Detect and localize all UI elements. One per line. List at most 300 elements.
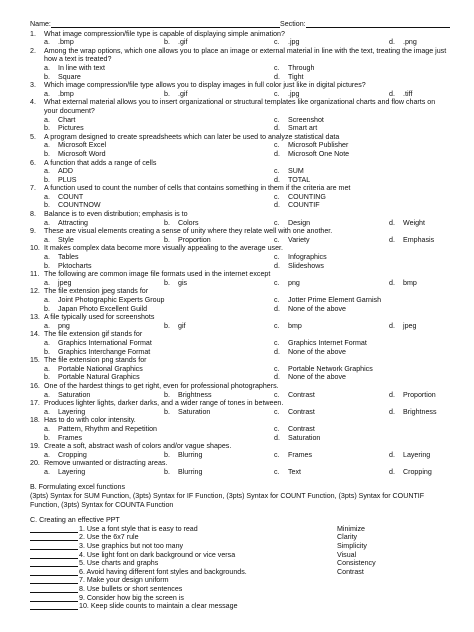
answer-option[interactable] [44, 373, 274, 382]
answer-option[interactable] [44, 116, 274, 125]
answer-blank[interactable] [30, 533, 78, 541]
answer-option[interactable] [274, 262, 464, 271]
answer-option[interactable] [274, 305, 464, 314]
question-stem [30, 30, 450, 39]
option-text: gif [178, 321, 186, 330]
question-number: 3. [30, 81, 36, 90]
option-text: COUNT [58, 192, 84, 201]
question-text: The file extension gif stands for [44, 330, 143, 339]
question-10 [30, 244, 450, 270]
question-1 [30, 30, 450, 47]
option-text: .bmp [58, 38, 74, 47]
option-letter: a. [44, 424, 50, 433]
ppt-item-row [30, 533, 450, 542]
question-stem [30, 47, 450, 64]
option-letter: d. [389, 390, 395, 399]
option-text: .tiff [403, 89, 413, 98]
answer-option[interactable] [389, 236, 464, 245]
option-letter: c. [274, 89, 280, 98]
answer-option[interactable] [44, 425, 274, 434]
answer-option[interactable] [44, 408, 164, 417]
question-text: It makes complex data become more visually appealing to the average user. [44, 244, 283, 253]
option-letter: b. [44, 373, 50, 382]
question-stem [30, 159, 450, 168]
answer-option[interactable] [44, 38, 164, 47]
header-row [30, 20, 450, 29]
answer-option[interactable] [389, 219, 464, 228]
option-text: Portable National Graphics [58, 364, 143, 373]
answer-options [30, 167, 450, 184]
answer-option[interactable] [44, 201, 274, 210]
option-letter: a. [44, 218, 50, 227]
question-text: The following are common image file formats used in the internet except [44, 270, 271, 279]
answer-option[interactable] [274, 73, 464, 82]
answer-option[interactable] [274, 176, 464, 185]
answer-option[interactable] [44, 90, 164, 99]
question-stem [30, 227, 450, 236]
answer-blank[interactable] [30, 576, 78, 584]
answer-option[interactable] [274, 167, 464, 176]
answer-option[interactable] [274, 193, 464, 202]
option-text: COUNTIF [288, 201, 320, 210]
question-text: Among the wrap options, which one allows you to place an image or external material in line with the text, treating the image just how a text is treated? [44, 46, 447, 64]
question-text: A file typically used for screenshots [44, 313, 155, 322]
answer-option[interactable] [389, 279, 464, 288]
option-letter: c. [274, 218, 280, 227]
question-number: 1. [30, 29, 36, 38]
answer-option[interactable] [44, 73, 274, 82]
answer-options [30, 38, 450, 47]
answer-option[interactable] [164, 38, 274, 47]
option-letter: a. [44, 63, 50, 72]
option-text: Portable Network Graphics [288, 364, 373, 373]
option-text: Layering [403, 450, 431, 459]
answer-option[interactable] [44, 322, 164, 331]
answer-option[interactable] [389, 408, 464, 417]
option-letter: b. [164, 38, 170, 47]
option-text: Infographics [288, 253, 327, 262]
option-letter: a. [44, 467, 50, 476]
option-text: PLUS [58, 175, 77, 184]
question-7 [30, 184, 450, 210]
question-text: Remove unwanted or distracting areas. [44, 459, 168, 468]
option-letter: b. [44, 149, 50, 158]
answer-option[interactable] [164, 90, 274, 99]
answer-blank[interactable] [30, 568, 78, 576]
option-text: Blurring [178, 450, 203, 459]
option-letter: b. [164, 467, 170, 476]
answer-option[interactable] [44, 124, 274, 133]
answer-option[interactable] [164, 468, 274, 477]
ppt-item-row [30, 576, 450, 585]
section-b [30, 483, 450, 509]
question-11 [30, 270, 450, 287]
option-text: Variety [288, 235, 310, 244]
option-text: Contrast [288, 407, 315, 416]
option-letter: d. [389, 89, 395, 98]
question-stem [30, 356, 450, 365]
answer-option[interactable] [274, 201, 464, 210]
ppt-item-text: 7. Make your design uniform [79, 576, 169, 585]
option-text: Blurring [178, 467, 203, 476]
answer-options [30, 296, 450, 313]
option-text: Through [288, 63, 315, 72]
question-text: Produces lighter lights, darker darks, and a wider range of tones in between. [44, 399, 284, 408]
question-13 [30, 313, 450, 330]
answer-blank[interactable] [30, 551, 78, 559]
option-text: Frames [58, 433, 83, 442]
option-text: Japan Photo Excellent Guild [58, 304, 148, 313]
question-number: 11. [30, 270, 40, 279]
question-2 [30, 47, 450, 81]
ppt-item-text: 3. Use graphics but not too many [79, 542, 184, 551]
option-letter: b. [44, 347, 50, 356]
question-text: These are visual elements creating a sense of unity where they relate well with one another. [44, 227, 333, 236]
answer-option[interactable] [274, 279, 389, 288]
answer-option[interactable] [164, 391, 274, 400]
option-text: Colors [178, 218, 199, 227]
question-number: 19. [30, 442, 40, 451]
option-letter: a. [44, 390, 50, 399]
option-letter: c. [274, 296, 280, 304]
answer-option[interactable] [44, 305, 274, 314]
option-text: Layering [58, 467, 86, 476]
ppt-item-row [30, 525, 450, 534]
option-text: Pictures [58, 124, 84, 133]
question-number: 9. [30, 227, 36, 236]
section-b-text: (3pts) Syntax for SUM Function, (3pts) Syntax for IF Function, (3pts) Syntax for COUNT Function, (3pts) Syntax for COUNTIF Function, (3pts) Syntax for COUNTA Function [30, 492, 425, 509]
answer-options [30, 219, 450, 228]
option-text: .gif [178, 38, 188, 47]
question-stem [30, 81, 450, 90]
question-number: 7. [30, 184, 36, 193]
option-letter: d. [274, 433, 280, 442]
option-letter: b. [44, 201, 50, 210]
answer-option[interactable] [274, 434, 464, 443]
question-stem [30, 184, 450, 193]
question-text: Which image compression/file type allows you to display images in full color just like in digital pictures? [44, 81, 366, 90]
ppt-item-text: 8. Use bullets or short sentences [79, 585, 183, 593]
answer-blank[interactable] [30, 585, 78, 593]
answer-option[interactable] [44, 348, 274, 357]
option-text: SUM [288, 167, 304, 176]
option-text: Contrast [288, 424, 315, 433]
option-letter: a. [44, 278, 50, 287]
answer-options [30, 365, 450, 382]
question-8 [30, 210, 450, 227]
question-number: 17. [30, 399, 40, 408]
answer-option[interactable] [44, 167, 274, 176]
question-19 [30, 442, 450, 459]
answer-option[interactable] [44, 253, 274, 262]
answer-option[interactable] [274, 219, 389, 228]
answer-option[interactable] [44, 279, 164, 288]
ppt-answer-choice: Consistency [337, 559, 376, 568]
option-letter: d. [389, 218, 395, 227]
answer-options [30, 141, 450, 158]
option-text: Chart [58, 115, 76, 124]
option-text: Graphics International Format [58, 338, 152, 347]
ppt-answer-choice: Visual [337, 550, 357, 559]
question-number: 10. [30, 244, 40, 253]
answer-option[interactable] [274, 150, 464, 159]
option-letter: d. [274, 347, 280, 356]
option-letter: d. [389, 467, 395, 476]
option-text: .bmp [58, 89, 74, 98]
answer-option[interactable] [164, 408, 274, 417]
answer-option[interactable] [274, 339, 464, 348]
section-b-title: B. Formulating excel functions [30, 483, 126, 492]
option-letter: c. [274, 338, 280, 347]
answer-option[interactable] [164, 236, 274, 245]
answer-option[interactable] [274, 373, 464, 382]
section-c-list [30, 525, 450, 611]
answer-option[interactable] [274, 408, 389, 417]
question-text: The file extension jpeg stands for [44, 287, 149, 296]
question-15 [30, 356, 450, 382]
option-letter: d. [274, 304, 280, 313]
answer-option[interactable] [274, 468, 389, 477]
ppt-item-row [30, 551, 450, 560]
question-stem [30, 244, 450, 253]
option-text: jpeg [403, 321, 417, 330]
answer-option[interactable] [44, 193, 274, 202]
question-number: 14. [30, 330, 40, 339]
ppt-item-text: 10. Keep slide counts to maintain a clear message [79, 602, 238, 611]
question-stem [30, 330, 450, 339]
option-letter: a. [44, 253, 50, 262]
answer-option[interactable] [44, 468, 164, 477]
answer-option[interactable] [274, 124, 464, 133]
option-text: Weight [403, 218, 425, 227]
answer-option[interactable] [274, 90, 389, 99]
option-letter: b. [164, 218, 170, 227]
answer-options [30, 116, 450, 133]
option-letter: c. [274, 235, 280, 244]
option-letter: d. [274, 373, 280, 382]
answer-option[interactable] [274, 38, 389, 47]
answer-blank[interactable] [30, 594, 78, 602]
ppt-item-row [30, 602, 450, 611]
question-stem [30, 98, 450, 115]
option-letter: c. [274, 467, 280, 476]
answer-options [30, 391, 450, 400]
answer-option[interactable] [274, 253, 464, 262]
answer-options [30, 279, 450, 288]
question-4 [30, 98, 450, 132]
option-text: Saturation [288, 433, 321, 442]
answer-option[interactable] [164, 219, 274, 228]
name-field[interactable] [51, 20, 280, 28]
answer-option[interactable] [389, 322, 464, 331]
answer-option[interactable] [274, 296, 464, 305]
option-text: None of the above [288, 304, 346, 313]
option-text: .png [403, 38, 417, 47]
section-label: Section: [279, 20, 306, 28]
option-letter: b. [164, 321, 170, 330]
answer-option[interactable] [164, 451, 274, 460]
option-letter: d. [389, 235, 395, 244]
answer-option[interactable] [44, 150, 274, 159]
option-text: Contrast [288, 390, 315, 399]
section-field[interactable] [306, 20, 450, 28]
option-letter: b. [44, 261, 50, 270]
option-letter: c. [274, 141, 280, 150]
option-letter: c. [274, 321, 280, 330]
option-letter: c. [274, 364, 280, 373]
option-letter: a. [44, 338, 50, 347]
answer-option[interactable] [44, 365, 274, 374]
ppt-item-row [30, 559, 450, 568]
option-letter: b. [44, 72, 50, 81]
answer-option[interactable] [164, 322, 274, 331]
answer-option[interactable] [274, 236, 389, 245]
option-text: Frames [288, 450, 313, 459]
option-letter: c. [274, 390, 280, 399]
answer-option[interactable] [274, 116, 464, 125]
option-letter: c. [274, 63, 280, 72]
worksheet [30, 20, 450, 611]
ppt-item-row [30, 585, 450, 594]
option-text: TOTAL [288, 175, 311, 184]
option-letter: c. [274, 424, 280, 433]
option-text: .jpg [288, 38, 300, 47]
question-stem [30, 399, 450, 408]
option-text: Brightness [403, 407, 437, 416]
answer-option[interactable] [44, 262, 274, 271]
option-letter: c. [274, 115, 280, 124]
ppt-item-text: 2. Use the 6x7 rule [79, 533, 139, 542]
question-number: 13. [30, 313, 40, 322]
question-16 [30, 382, 450, 399]
answer-option[interactable] [274, 348, 464, 357]
question-number: 8. [30, 210, 36, 219]
option-text: Proportion [403, 390, 436, 399]
answer-option[interactable] [44, 176, 274, 185]
option-text: .jpg [288, 89, 300, 98]
answer-option[interactable] [389, 451, 464, 460]
option-text: Emphasis [403, 235, 435, 244]
section-c [30, 516, 450, 611]
option-letter: d. [389, 450, 395, 459]
option-text: Joint Photographic Experts Group [58, 296, 165, 304]
question-stem [30, 287, 450, 296]
question-number: 15. [30, 356, 40, 365]
option-text: Cropping [58, 450, 87, 459]
option-text: COUNTNOW [58, 201, 101, 210]
answer-option[interactable] [44, 236, 164, 245]
question-number: 2. [30, 46, 36, 55]
option-text: In line with text [58, 63, 105, 72]
ppt-item-row [30, 594, 450, 603]
question-stem [30, 382, 450, 391]
question-stem [30, 459, 450, 468]
option-text: COUNTING [288, 192, 326, 201]
option-letter: d. [274, 72, 280, 81]
answer-option[interactable] [44, 391, 164, 400]
answer-blank[interactable] [30, 559, 78, 567]
answer-option[interactable] [274, 365, 464, 374]
option-letter: d. [389, 38, 395, 47]
answer-option[interactable] [44, 141, 274, 150]
option-text: .gif [178, 89, 188, 98]
question-3 [30, 81, 450, 98]
ppt-answer-choice: Simplicity [337, 542, 367, 551]
section-a-questions [30, 30, 450, 477]
answer-blank[interactable] [30, 602, 78, 610]
option-text: None of the above [288, 373, 346, 382]
option-text: Slideshows [288, 261, 324, 270]
ppt-answer-choice: Clarity [337, 533, 358, 542]
option-letter: c. [274, 407, 280, 416]
answer-option[interactable] [164, 279, 274, 288]
option-letter: b. [44, 124, 50, 133]
option-text: Microsoft Excel [58, 141, 107, 150]
option-letter: b. [44, 304, 50, 313]
answer-options [30, 425, 450, 442]
option-text: gis [178, 278, 188, 287]
option-letter: d. [274, 124, 280, 133]
question-number: 20. [30, 459, 40, 468]
question-text: Has to do with color intensity. [44, 416, 136, 425]
ppt-item-row [30, 542, 450, 551]
answer-option[interactable] [389, 38, 464, 47]
answer-option[interactable] [44, 434, 274, 443]
question-5 [30, 133, 450, 159]
question-stem [30, 270, 450, 279]
option-letter: c. [274, 278, 280, 287]
answer-option[interactable] [274, 322, 389, 331]
question-6 [30, 159, 450, 185]
option-text: Portable Natural Graphics [58, 373, 140, 382]
option-text: png [288, 278, 300, 287]
question-20 [30, 459, 450, 476]
option-text: bmp [288, 321, 302, 330]
option-letter: a. [44, 38, 50, 47]
answer-option[interactable] [44, 64, 274, 73]
answer-options [30, 339, 450, 356]
answer-option[interactable] [44, 219, 164, 228]
option-text: Microsoft Word [58, 149, 106, 158]
question-stem [30, 133, 450, 142]
answer-option[interactable] [389, 391, 464, 400]
question-number: 5. [30, 132, 36, 141]
ppt-answer-choice: Contrast [337, 567, 364, 576]
answer-option[interactable] [389, 468, 464, 477]
question-number: 6. [30, 158, 36, 167]
answer-option[interactable] [274, 64, 464, 73]
option-letter: d. [389, 321, 395, 330]
option-letter: a. [44, 450, 50, 459]
answer-option[interactable] [389, 90, 464, 99]
answer-option[interactable] [274, 451, 389, 460]
answer-option[interactable] [44, 296, 274, 305]
option-letter: a. [44, 321, 50, 330]
answer-option[interactable] [274, 391, 389, 400]
option-letter: a. [44, 115, 50, 124]
answer-option[interactable] [44, 339, 274, 348]
answer-option[interactable] [274, 141, 464, 150]
option-text: Proportion [178, 235, 211, 244]
answer-option[interactable] [274, 425, 464, 434]
answer-blank[interactable] [30, 542, 78, 550]
answer-blank[interactable] [30, 525, 78, 533]
answer-option[interactable] [44, 451, 164, 460]
option-letter: a. [44, 167, 50, 176]
option-text: Graphics Internet Format [288, 338, 367, 347]
question-stem [30, 442, 450, 451]
question-17 [30, 399, 450, 416]
